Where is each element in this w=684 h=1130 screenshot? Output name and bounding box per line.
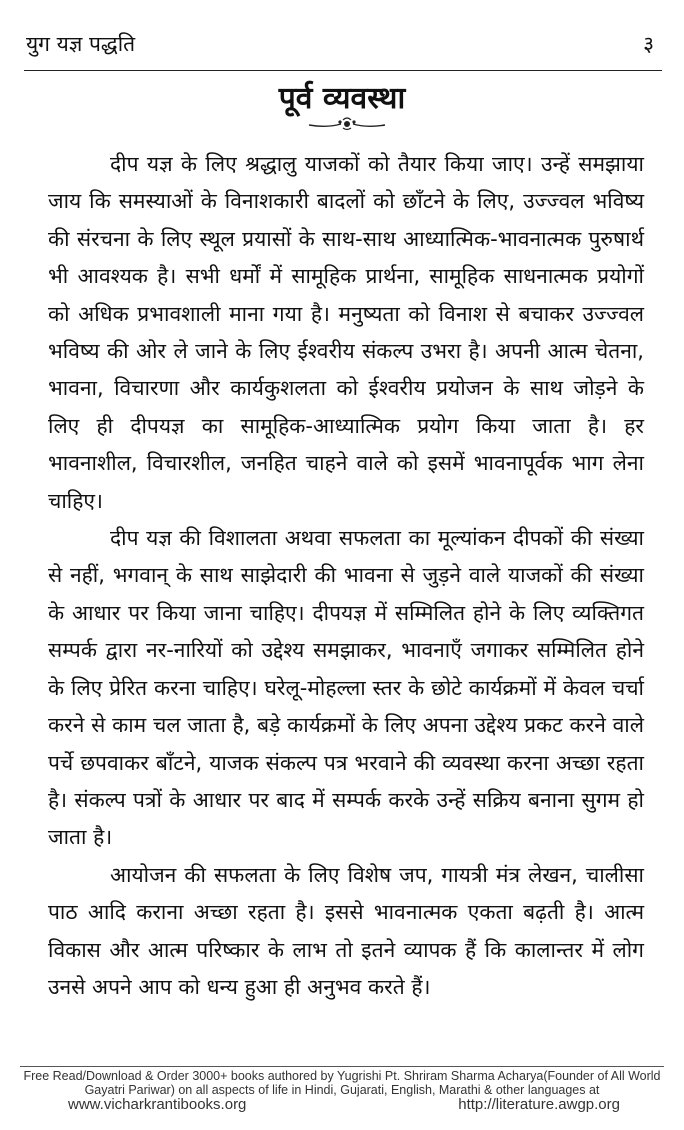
header-divider [24, 70, 662, 71]
book-title: युग यज्ञ पद्धति [26, 32, 136, 56]
paragraph-1: दीप यज्ञ के लिए श्रद्धालु याजकों को तैयार किया जाए। उन्हें समझाया जाय कि समस्याओं के विनाशकारी बादलों को छाँटने के लिए, उज्ज्वल भविष्य की संरचना के लिए स्थूल प्रयासों के साथ-साथ आध्यात्मिक-भावनात्मक पुरुषार्थ भी आवश्यक है। सभी धर्मों में सामूहिक प्रार्थना, सामूहिक साधनात्मक प्रयोगों को अधिक प्रभावशाली माना गया है। मनुष्यता को विनाश से बचाकर उज्ज्वल भविष्य की ओर ले जाने के लिए ईश्वरीय संकल्प उभरा है। अपनी आत्म चेतना, भावना, विचारणा और कार्यकुशलता को ईश्वरीय प्रयोजन के साथ जोड़ने के लिए ही दीपयज्ञ का सामूहिक-आध्यात्मिक प्रयोग किया जाता है। हर भावनाशील, विचारशील, जनहित चाहने वाले को इसमें भावनापूर्वक भाग लेना चाहिए। [48, 152, 644, 513]
paragraph-2: दीप यज्ञ की विशालता अथवा सफलता का मूल्यांकन दीपकों की संख्या से नहीं, भगवान् के साथ साझेदारी की भावना से जुड़ने वाले याजकों की संख्या के आधार पर किया जाना चाहिए। दीपयज्ञ में सम्मिलित होने के लिए व्यक्तिगत सम्पर्क द्वारा नर-नारियों को उद्देश्य समझाकर, भावनाएँ जगाकर सम्मिलित होने के लिए प्रेरित करना चाहिए। घरेलू-मोहल्ला स्तर के छोटे कार्यक्रमों में केवल चर्चा करने से काम चल जाता है, बड़े कार्यक्रमों के लिए अपना उद्देश्य प्रकट करने वाले पर्चे छपवाकर बाँटने, याजक संकल्प पत्र भरवाने की व्यवस्था करना अच्छा रहता है। संकल्प पत्रों के आधार पर बाद में सम्पर्क करके उन्हें सक्रिय बनाना सुगम हो जाता है। [48, 526, 644, 850]
footer-links [68, 1096, 620, 1114]
paragraph-3: आयोजन की सफलता के लिए विशेष जप, गायत्री मंत्र लेखन, चालीसा पाठ आदि कराना अच्छा रहता है। इससे भावनात्मक एकता बढ़ती है। आत्म विकास और आत्म परिष्कार के लाभ तो इतने व्यापक हैं कि कालान्तर में लोग उनसे अपने आप को धन्य हुआ ही अनुभव करते हैं। [48, 862, 644, 999]
body-text [48, 146, 644, 1006]
chapter-title: पूर्व व्यवस्था [278, 81, 406, 116]
footer-divider [20, 1066, 664, 1067]
footer-link-awgp[interactable]: http://literature.awgp.org [458, 1096, 620, 1113]
divider-flourish-icon [307, 116, 387, 132]
page-number: ३ [643, 32, 654, 56]
running-header [24, 30, 654, 70]
footer-notice: Free Read/Download & Order 3000+ books authored by Yugrishi Pt. Shriram Sharma Acharya(Founder of All World Gayatri Pariwar) on all aspects of life in Hindi, Gujarati, English, Marathi & other languages at [23, 1069, 661, 1097]
footer-link-vicharkranti[interactable]: www.vicharkrantibooks.org [68, 1096, 247, 1113]
